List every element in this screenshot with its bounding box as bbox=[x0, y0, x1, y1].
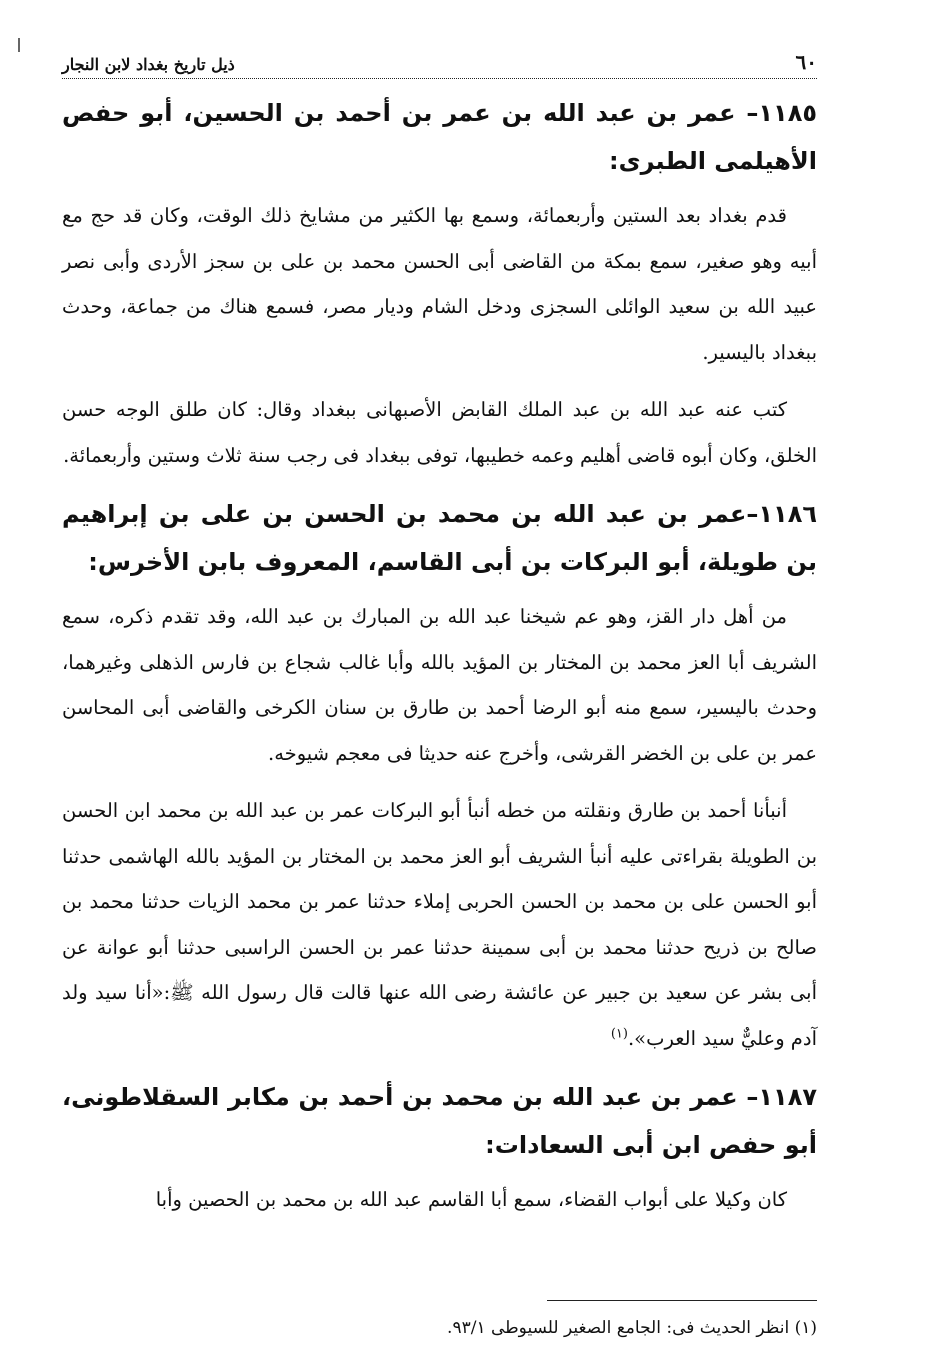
footnote: (١) انظر الحديث فى: الجامع الصغير للسيوطى ٩٣/١. bbox=[447, 1318, 817, 1338]
footnote-divider bbox=[547, 1300, 817, 1301]
margin-mark bbox=[18, 38, 20, 52]
running-title: ذيل تاريخ بغداد لابن النجار bbox=[62, 55, 235, 74]
entry-paragraph: من أهل دار القز، وهو عم شيخنا عبد الله بن المبارك بن عبد الله، وقد تقدم ذكره، سمع الشريف أبا العز محمد بن المختار بن المؤيد بالله وأبا غالب شجاع بن فارس الذهلى وغيرهما، وحدث باليسير، سمع منه أبو الرضا أحمد بن طارق بن سنان الكرخى والقاضى أبى المحاسن عمر بن على بن الخضر القرشى، وأخرج عنه حديثا فى معجم شيوخه. bbox=[62, 605, 817, 765]
entry-paragraph: كان وكيلا على أبواب القضاء، سمع أبا القاسم عبد الله بن محمد بن الحصين وأبا bbox=[155, 1188, 787, 1211]
entry-title: عمر بن عبد الله بن محمد بن الحسن بن على بن إبراهيم بن طويلة، أبو البركات بن أبى القاسم، المعروف بابن الأخرس: bbox=[62, 500, 817, 576]
book-page bbox=[62, 30, 817, 1340]
footnote-reference: (١) bbox=[610, 1026, 628, 1041]
entry-paragraph: أنبأنا أحمد بن طارق ونقلته من خطه أنبأ أبو البركات عمر بن عبد الله بن محمد ابن الحسن بن الطويلة بقراءتى عليه أنبأ الشريف أبو العز محمد بن المختار بن المؤيد بالله الهاشمى حدثنا أبو الحسن على بن محمد بن الحسن الحربى إملاء حدثنا عمر بن محمد الزيات حدثنا محمد بن صالح بن ذريح حدثنا محمد بن أبى سمينة حدثنا عمر بن الحسن الراسبى حدثنا أبو عوانة عن أبى بشر عن سعيد بن جبير عن عائشة رضى الله عنها قالت قال رسول الله ﷺ:«أنا سيد ولد آدم وعليٌّ سيد العرب».$^{(١)}$ bbox=[62, 799, 817, 1050]
entry-heading-1187 bbox=[62, 1073, 817, 1169]
entry-title: عمر بن عبد الله بن محمد بن أحمد بن مكابر السقلاطونى، أبو حفص ابن أبى السعادات: bbox=[62, 1083, 817, 1159]
entry-heading-1185 bbox=[62, 89, 817, 185]
entry-heading-1186 bbox=[62, 490, 817, 586]
entry-number: ١١٨٦– bbox=[746, 500, 817, 528]
entry-title: عمر بن عبد الله بن عمر بن أحمد بن الحسين، أبو حفص الأهيلمى الطبرى: bbox=[62, 99, 817, 175]
entry-number: ١١٨٧– bbox=[746, 1083, 817, 1111]
page-number: ٦٠ bbox=[795, 50, 817, 74]
entry-number: ١١٨٥– bbox=[746, 99, 817, 127]
page-header bbox=[62, 30, 817, 79]
entry-paragraph: قدم بغداد بعد الستين وأربعمائة، وسمع بها الكثير من مشايخ ذلك الوقت، وكان قد حج مع أبيه وهو صغير، سمع بمكة من القاضى أبى الحسن محمد بن على بن سجز الأردى وأبى نصر عبيد الله بن سعيد الوائلى السجزى ودخل الشام وديار مصر، فسمع هناك من جماعة، وحدث ببغداد باليسير. bbox=[62, 204, 817, 364]
entry-paragraph: كتب عنه عبد الله بن عبد الملك القابض الأصبهانى ببغداد وقال: كان طلق الوجه حسن الخلق، وكان أبوه قاضى أهليم وعمه خطيبها، توفى ببغداد فى رجب سنة ثلاث وستين وأربعمائة. bbox=[62, 398, 817, 467]
